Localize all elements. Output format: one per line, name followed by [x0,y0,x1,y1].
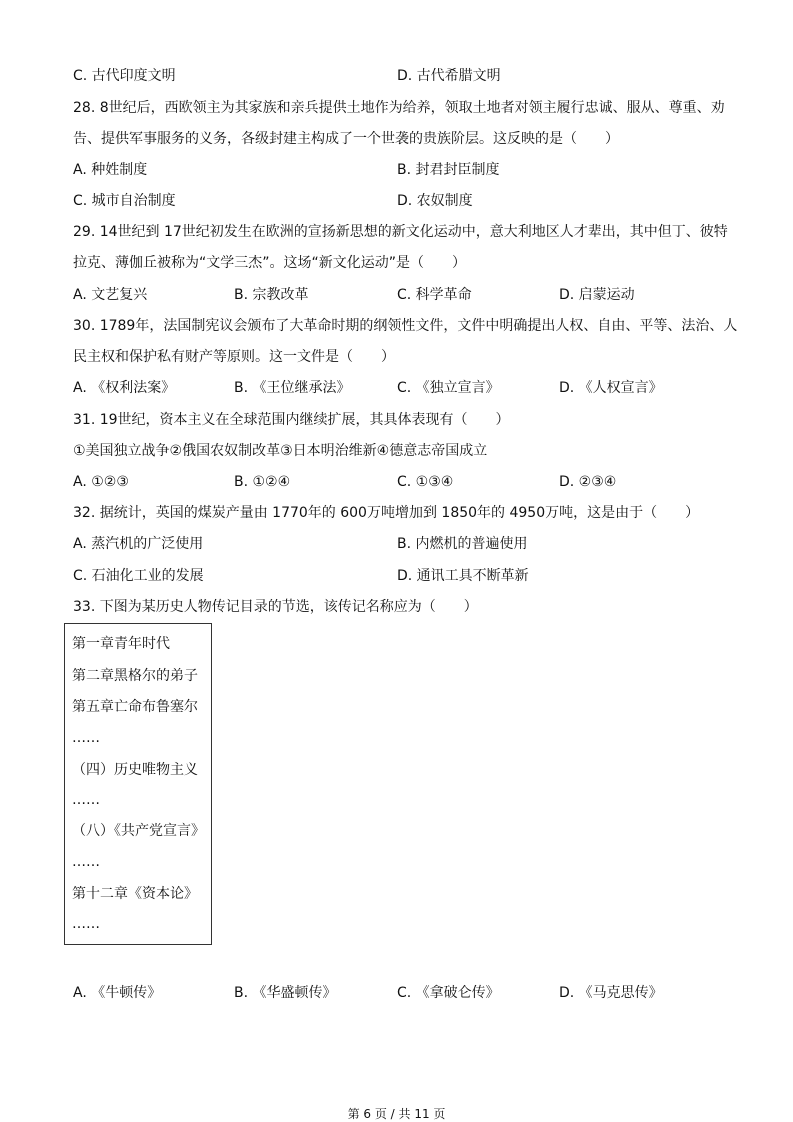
question-text-line: 30. 1789年，法国制宪议会颁布了大革命时期的纲领性文件，文件中明确提出人权、自由、平等、法治、人 [73,318,738,334]
answer-option: D. 启蒙运动 [559,287,635,303]
answer-option: C. 科学革命 [397,287,472,303]
question-text-line: 民主权和保护私有财产等原则。这一文件是（ ） [73,349,395,365]
toc-entry: 第一章青年时代 [72,636,170,652]
answer-option: A. 种姓制度 [73,162,148,178]
toc-entry: 第十二章《资本论》 [72,886,198,902]
toc-entry: （八）《共产党宣言》 [72,823,205,839]
answer-option: B. 封君封臣制度 [397,162,500,178]
answer-option: C. 石油化工业的发展 [73,568,204,584]
answer-option: D. 《马克思传》 [559,985,663,1001]
answer-option: C. 古代印度文明 [73,68,176,84]
answer-option: A. ①②③ [73,474,129,490]
question-text-line: 28. 8世纪后，西欧领主为其家族和亲兵提供土地作为给养，领取土地者对领主履行忠诚、服从、尊重、劝 [73,100,725,116]
toc-entry: 第二章黑格尔的弟子 [72,668,198,684]
question-text-line: 33. 下图为某历史人物传记目录的节选，该传记名称应为（ ） [73,599,478,615]
answer-option: A. 《牛顿传》 [73,985,162,1001]
answer-option: B. 宗教改革 [234,287,309,303]
answer-option: C. 城市自治制度 [73,193,176,209]
answer-option: A. 文艺复兴 [73,287,148,303]
question-text-line: 拉克、薄伽丘被称为“文学三杰”。这场“新文化运动”是（ ） [73,255,467,271]
biography-table-of-contents [64,623,212,945]
answer-option: D. 《人权宣言》 [559,380,663,396]
question-text-line: 29. 14世纪到 17世纪初发生在欧洲的宣扬新思想的新文化运动中，意大利地区人才辈出，其中但丁、彼特 [73,224,728,240]
toc-entry: （四）历史唯物主义 [72,762,198,778]
answer-option: C. 《拿破仑传》 [397,985,500,1001]
answer-option: B. 《王位继承法》 [234,380,351,396]
answer-option: B. 内燃机的普遍使用 [397,536,528,552]
question-text-line: 32. 据统计，英国的煤炭产量由 1770年的 600万吨增加到 1850年的 4950万吨，这是由于（ ） [73,505,700,521]
answer-option: C. ①③④ [397,474,454,490]
question-text-line: 31. 19世纪，资本主义在全球范围内继续扩展，其具体表现有（ ） [73,412,510,428]
answer-option: D. 农奴制度 [397,193,473,209]
answer-option: D. ②③④ [559,474,617,490]
answer-option: D. 通讯工具不断革新 [397,568,529,584]
answer-option: C. 《独立宣言》 [397,380,500,396]
question-text-line: ①美国独立战争②俄国农奴制改革③日本明治维新④德意志帝国成立 [73,443,488,459]
page-footer: 第 6 页 / 共 11 页 [347,1107,446,1121]
question-text-line: 告、提供军事服务的义务，各级封建主构成了一个世袭的贵族阶层。这反映的是（ ） [73,131,619,147]
answer-option: A. 《权利法案》 [73,380,176,396]
toc-entry: …… [72,730,100,746]
toc-entry: …… [72,854,100,870]
toc-entry: 第五章亡命布鲁塞尔 [72,699,198,715]
toc-entry: …… [72,792,100,808]
answer-option: A. 蒸汽机的广泛使用 [73,536,204,552]
answer-option: D. 古代希腊文明 [397,68,501,84]
toc-entry: …… [72,916,100,932]
answer-option: B. ①②④ [234,474,291,490]
answer-option: B. 《华盛顿传》 [234,985,337,1001]
